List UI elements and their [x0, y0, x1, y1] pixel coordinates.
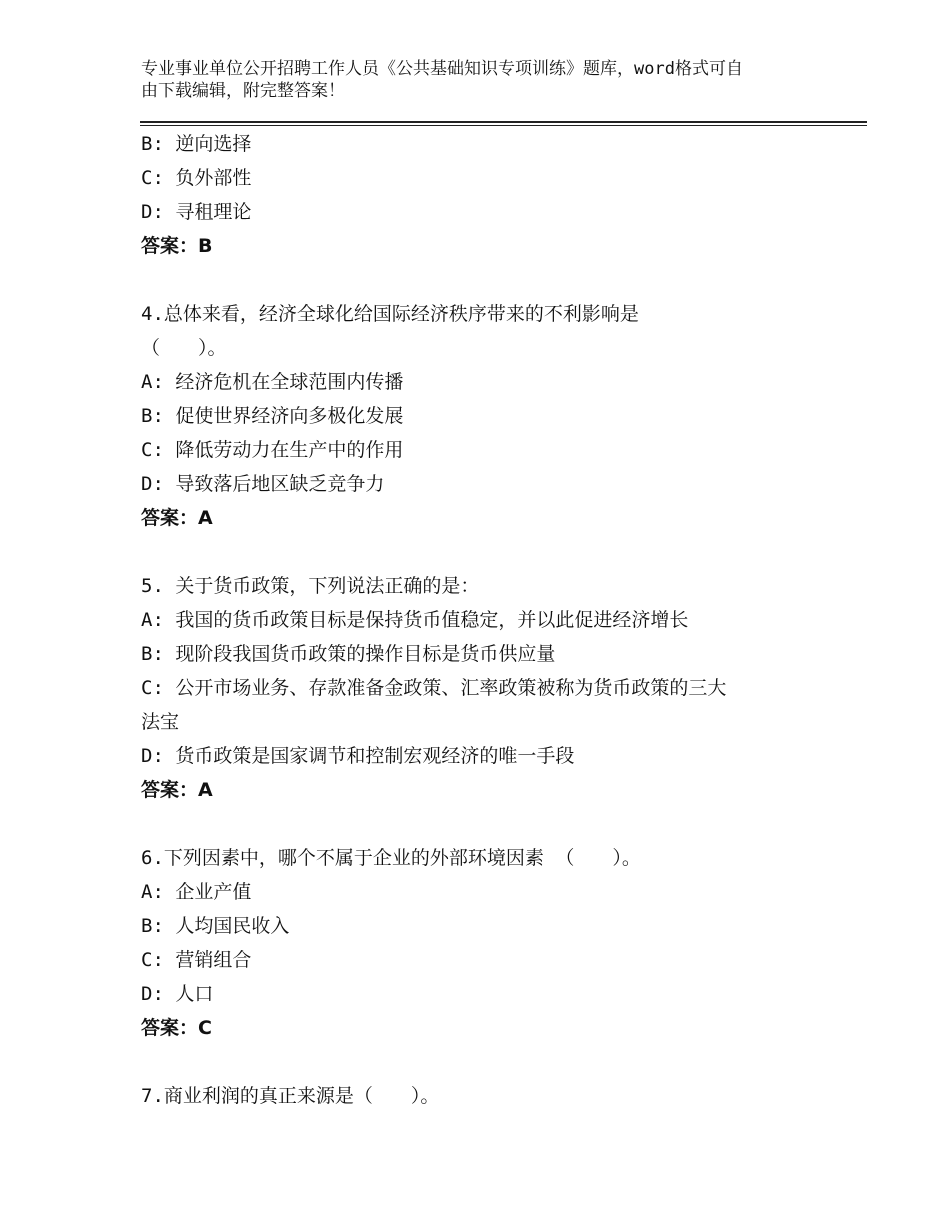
option-b: B: 现阶段我国货币政策的操作目标是货币供应量 [141, 643, 556, 665]
option-d: D: 寻租理论 [141, 201, 252, 223]
question-prev [141, 127, 821, 263]
option-c-continued: 法宝 [141, 711, 180, 733]
question-stem: 5. 关于货币政策，下列说法正确的是： [141, 575, 480, 597]
document-header [141, 58, 821, 102]
question-4 [141, 297, 821, 535]
answer: 答案：A [141, 507, 213, 529]
question-list [141, 127, 821, 1113]
option-c: C: 负外部性 [141, 167, 252, 189]
header-line-2: 由下载编辑，附完整答案！ [141, 81, 345, 101]
answer: 答案：A [141, 779, 213, 801]
question-stem: 6.下列因素中，哪个不属于企业的外部环境因素 （ ）。 [141, 847, 641, 869]
option-a: A: 我国的货币政策目标是保持货币值稳定，并以此促进经济增长 [141, 609, 689, 631]
header-divider-thick [140, 121, 867, 123]
option-c: C: 降低劳动力在生产中的作用 [141, 439, 404, 461]
option-c: C: 营销组合 [141, 949, 252, 971]
question-stem: 4.总体来看，经济全球化给国际经济秩序带来的不利影响是 [141, 303, 639, 325]
option-b: B: 逆向选择 [141, 133, 252, 155]
question-7 [141, 1079, 821, 1113]
option-a: A: 企业产值 [141, 881, 252, 903]
header-divider-thin [140, 125, 867, 126]
question-6 [141, 841, 821, 1045]
option-d: D: 导致落后地区缺乏竞争力 [141, 473, 385, 495]
answer: 答案：C [141, 1017, 212, 1039]
question-stem: 7.商业利润的真正来源是（ ）。 [141, 1085, 440, 1107]
header-line-1: 专业事业单位公开招聘工作人员《公共基础知识专项训练》题库，word格式可自 [141, 59, 743, 79]
option-d: D: 人口 [141, 983, 214, 1005]
question-5 [141, 569, 821, 807]
option-a: A: 经济危机在全球范围内传播 [141, 371, 404, 393]
option-b: B: 人均国民收入 [141, 915, 290, 937]
option-c: C: 公开市场业务、存款准备金政策、汇率政策被称为货币政策的三大 [141, 677, 727, 699]
answer: 答案：B [141, 235, 213, 257]
option-d: D: 货币政策是国家调节和控制宏观经济的唯一手段 [141, 745, 575, 767]
option-b: B: 促使世界经济向多极化发展 [141, 405, 404, 427]
question-stem-continued: （ ）。 [141, 337, 227, 359]
